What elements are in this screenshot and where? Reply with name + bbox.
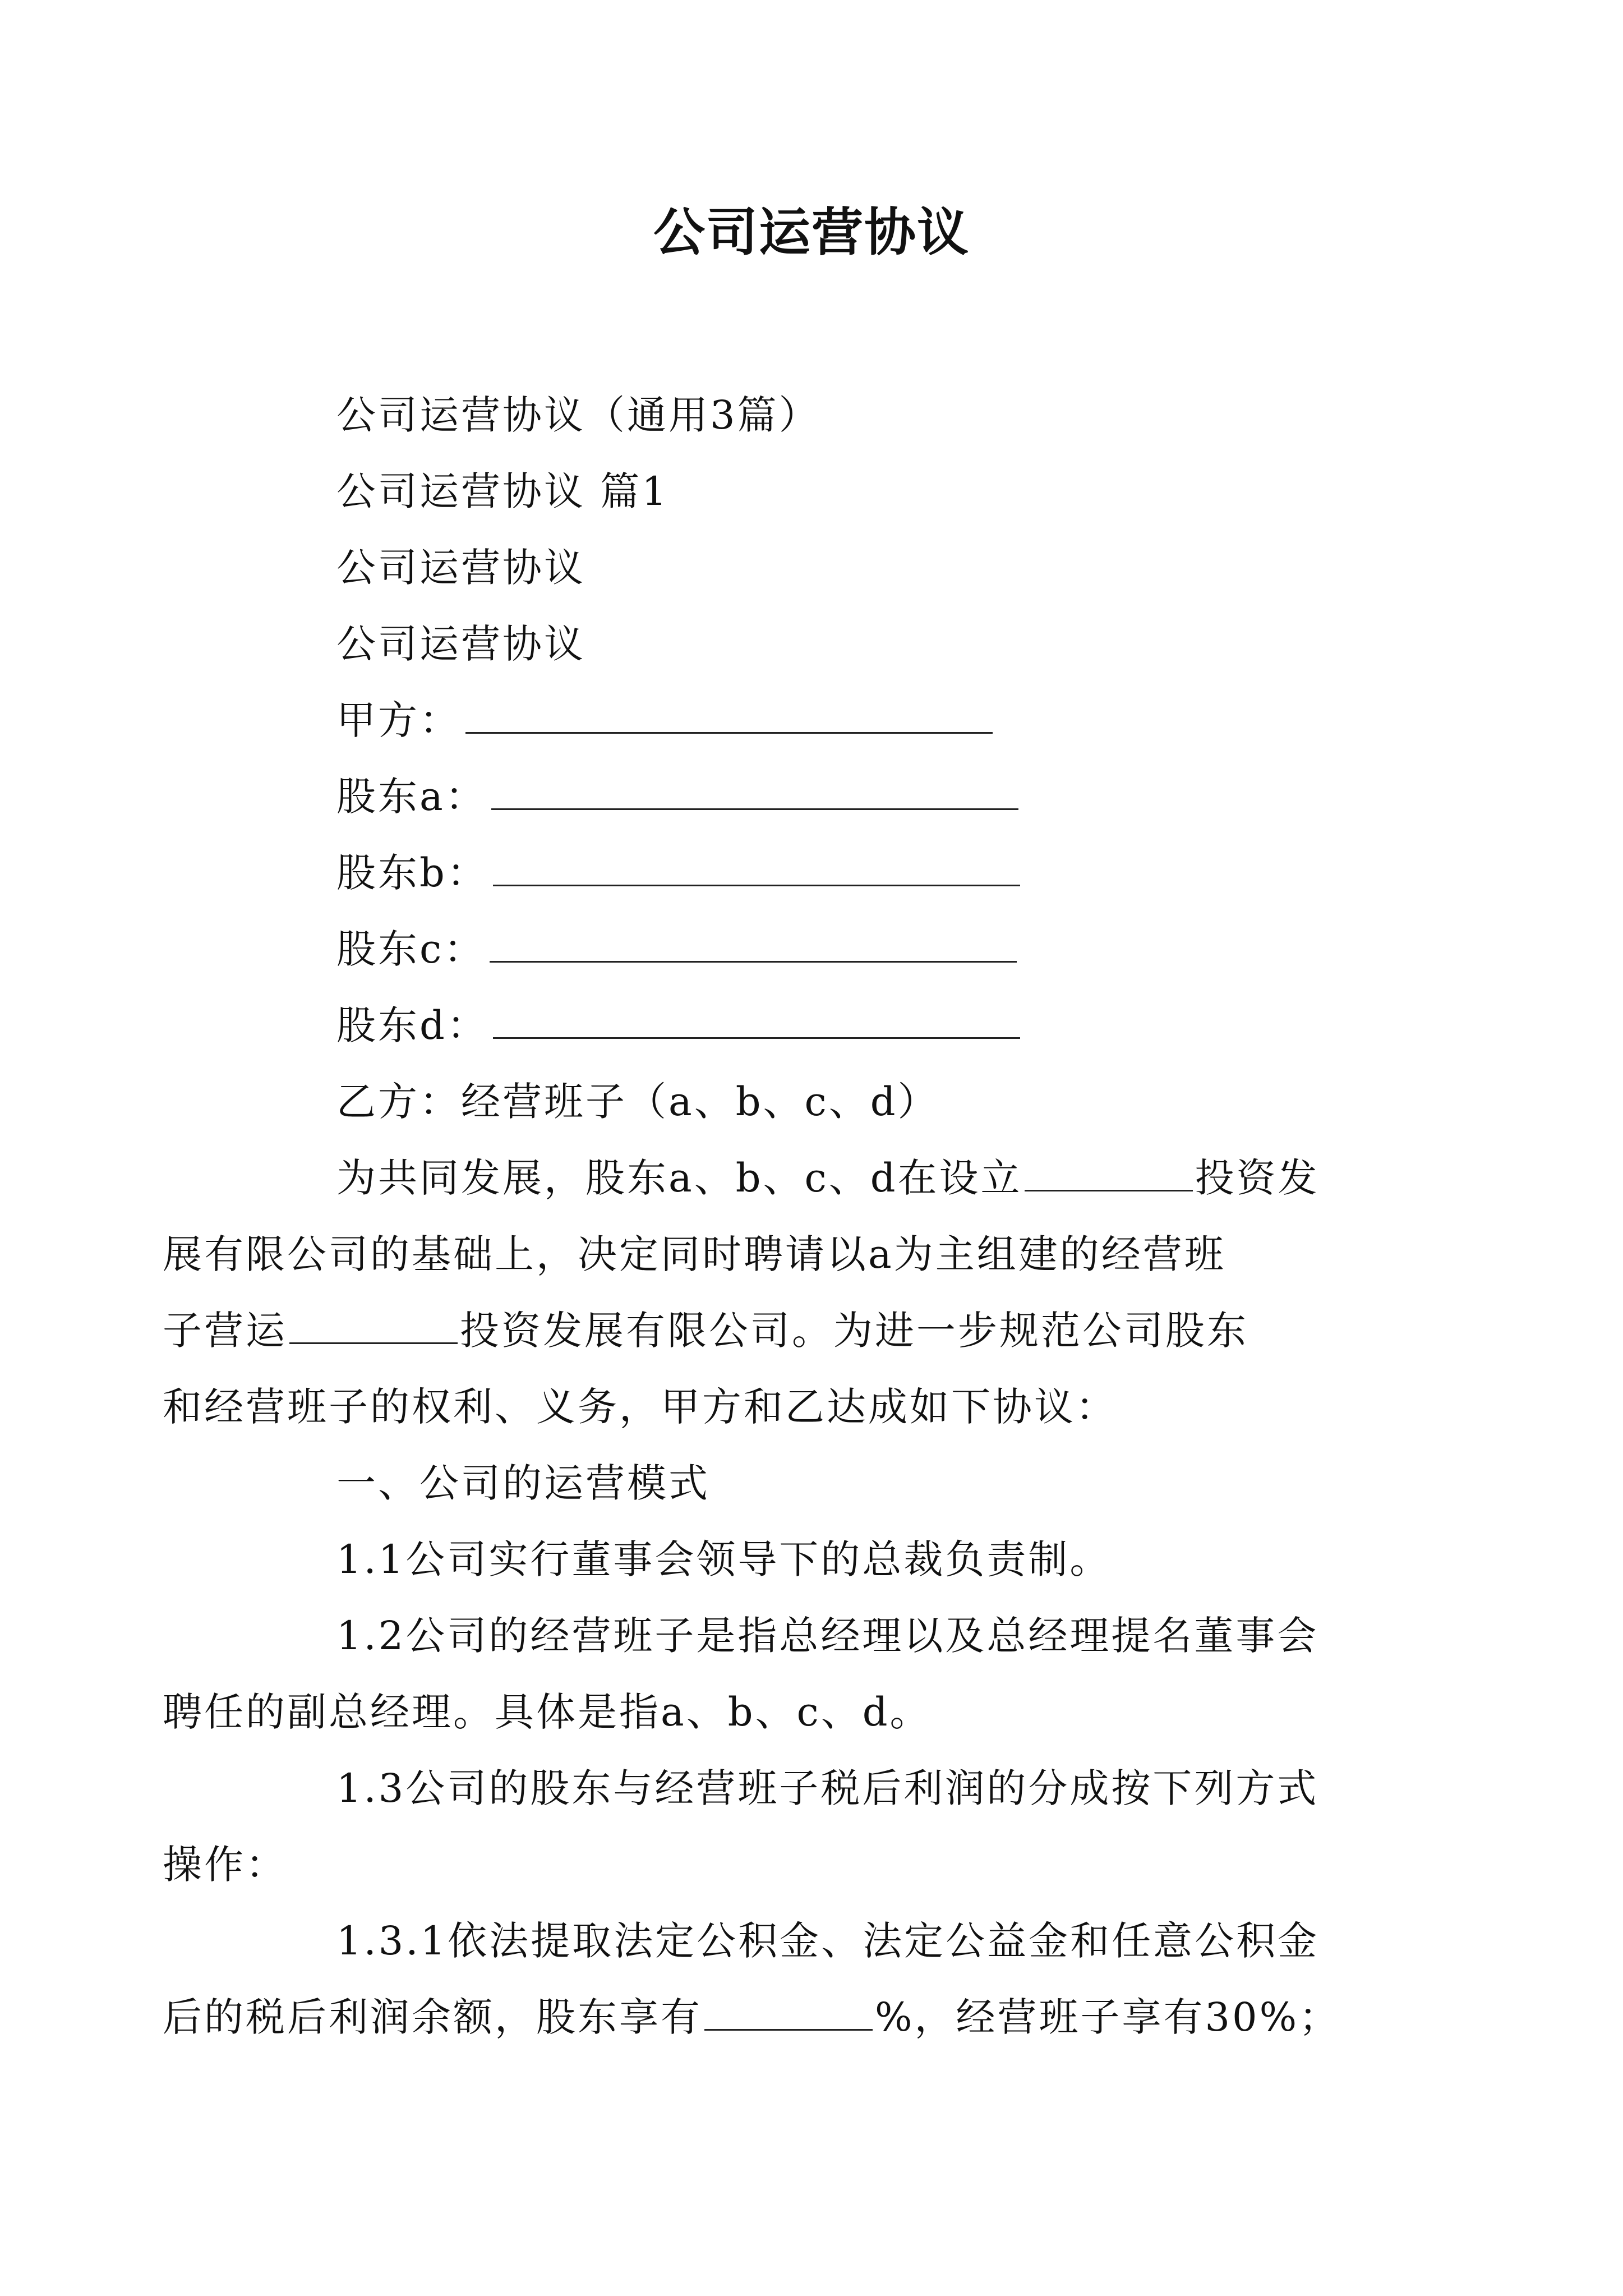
shareholder-a-blank[interactable] <box>491 769 1018 810</box>
company-name-blank[interactable] <box>1025 1151 1193 1191</box>
doc-heading-line: 公司运营协议 <box>336 621 585 667</box>
shareholder-b-blank[interactable] <box>493 845 1020 886</box>
document-body <box>163 377 1399 2055</box>
shareholder-d-blank[interactable] <box>493 998 1020 1039</box>
clause-1-3: 1.3公司的股东与经营班子税后利润的分成按下列方式 <box>336 1765 1319 1811</box>
intro-text: 投资发展有限公司。为进一步规范公司股东 <box>460 1308 1248 1354</box>
clause-text: 后的税后利润余额，股东享有 <box>163 1994 702 2040</box>
clause-1-3-1: 1.3.1依法提取法定公积金、法定公益金和任意公积金 <box>336 1918 1320 1964</box>
party-a-blank[interactable] <box>465 693 993 734</box>
clause-text: %，经营班子享有30%； <box>875 1994 1341 2040</box>
intro-line-4: 和经营班子的权利、义务，甲方和乙达成如下协议： <box>163 1384 1117 1430</box>
party-a-field <box>250 682 1399 758</box>
section-heading-1: 公司运营协议 篇1 <box>336 468 669 514</box>
company-name-blank[interactable] <box>289 1303 458 1344</box>
shareholder-c-blank[interactable] <box>490 922 1017 963</box>
subtitle-line: 公司运营协议（通用3篇） <box>336 392 820 438</box>
clause-1-3-1-cont <box>163 1979 1399 2055</box>
clause-1-1: 1.1公司实行董事会领导下的总裁负责制。 <box>336 1536 1112 1582</box>
party-a-label: 甲方： <box>336 697 461 743</box>
shareholder-d-field <box>250 987 1399 1064</box>
shareholder-b-field <box>250 835 1399 911</box>
shareholder-a-label: 股东a： <box>336 774 487 820</box>
shareholder-b-label: 股东b： <box>336 850 488 896</box>
intro-line-3 <box>163 1292 1399 1369</box>
intro-line-2: 展有限公司的基础上，决定同时聘请以a为主组建的经营班 <box>163 1231 1226 1277</box>
section-1-heading: 一、公司的运营模式 <box>336 1460 710 1506</box>
intro-text: 为共同发展，股东a、b、c、d在设立 <box>336 1155 1022 1201</box>
clause-1-3-cont: 操作： <box>163 1842 287 1888</box>
shareholder-c-field <box>250 911 1399 987</box>
intro-text: 子营运 <box>163 1308 287 1354</box>
document-title: 公司运营协议 <box>653 203 970 263</box>
shareholder-d-label: 股东d： <box>336 1002 488 1048</box>
clause-1-2-cont: 聘任的副总经理。具体是指a、b、c、d。 <box>163 1689 932 1735</box>
intro-line-1 <box>250 1140 1399 1216</box>
intro-text: 投资发 <box>1195 1155 1320 1201</box>
party-b-line: 乙方：经营班子（a、b、c、d） <box>336 1079 939 1125</box>
shareholder-a-field <box>250 758 1399 835</box>
shareholder-c-label: 股东c： <box>336 926 486 972</box>
doc-heading-line: 公司运营协议 <box>336 545 585 591</box>
clause-1-2: 1.2公司的经营班子是指总经理以及总经理提名董事会 <box>336 1613 1319 1659</box>
percentage-blank[interactable] <box>704 1990 873 2031</box>
